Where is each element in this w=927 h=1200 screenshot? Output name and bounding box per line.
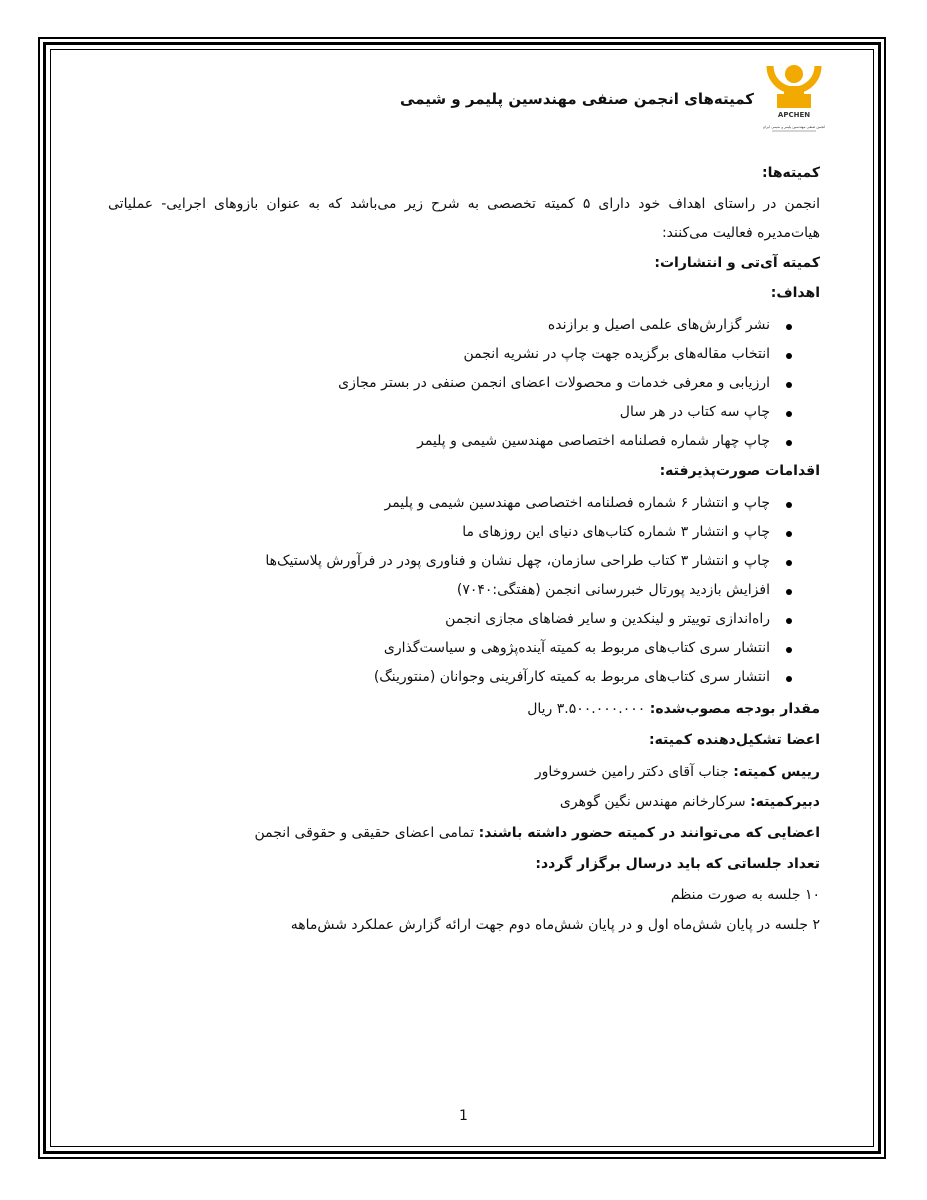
bullet-icon: [786, 531, 792, 537]
list-item: راه‌اندازی توییتر و لینکدین و سایر فضاهای مجازی انجمن: [445, 611, 820, 627]
budget-value: ۳.۵۰۰.۰۰۰.۰۰۰ ریال: [527, 701, 646, 717]
committees-heading: کمیته‌ها:: [761, 165, 820, 181]
logo-label: APCHEN: [777, 111, 811, 119]
bullet-icon: [786, 589, 792, 595]
attendees-value: تمامی اعضای حقیقی و حقوقی انجمن: [254, 825, 475, 841]
secretary-line: [560, 794, 820, 810]
list-item: چاپ و انتشار ۳ کتاب طراحی سازمان، چهل نشان و فناوری پودر در فرآورش پلاستیک‌ها: [265, 553, 820, 569]
bullet-icon: [786, 411, 792, 417]
chair-label: رییس کمیته:: [733, 764, 820, 780]
meetings-item: ۱۰ جلسه به صورت منظم: [670, 887, 820, 903]
meetings-heading: تعداد جلساتی که باید درسال برگزار گردد:: [535, 856, 820, 872]
bullet-icon: [786, 618, 792, 624]
list-item: چاپ چهار شماره فصلنامه اختصاصی مهندسین شیمی و پلیمر: [417, 433, 820, 449]
attendees-line: [255, 825, 820, 841]
document-header: [102, 58, 826, 142]
bullet-icon: [786, 440, 792, 446]
budget-label: مقدار بودجه مصوب‌شده:: [649, 701, 820, 717]
list-item: انتخاب مقاله‌های برگزیده جهت چاپ در نشریه انجمن: [464, 346, 821, 362]
bullet-icon: [786, 502, 792, 508]
list-item: چاپ و انتشار ۳ شماره کتاب‌های دنیای این روزهای ما: [462, 524, 820, 540]
logo-caption: انجمن صنفی مهندسین پلیمر و شیمی ایران: [762, 125, 826, 129]
members-heading: اعضا تشکیل‌دهنده کمیته:: [648, 732, 820, 748]
committees-intro: انجمن در راستای اهداف خود دارای ۵ کمیته تخصصی به شرح زیر می‌باشد که به عنوان بازوهای اجرایی- عملیاتی هیات‌مدیره فعالیت می‌کنند:: [108, 196, 820, 241]
list-item: چاپ و انتشار ۶ شماره فصلنامه اختصاصی مهندسین شیمی و پلیمر: [384, 495, 820, 511]
document-title: کمیته‌های انجمن صنفی مهندسین پلیمر و شیمی: [399, 90, 754, 108]
actions-heading: اقدامات صورت‌پذیرفته:: [659, 463, 820, 479]
bullet-icon: [786, 324, 792, 330]
budget-line: [527, 701, 820, 717]
chair-value: جناب آقای دکتر رامین خسروخاور: [534, 764, 729, 780]
bullet-icon: [786, 676, 792, 682]
bullet-icon: [786, 382, 792, 388]
list-item: انتشار سری کتاب‌های مربوط به کمیته کارآفرینی وجوانان (منتورینگ): [374, 669, 820, 685]
list-item: ارزیابی و معرفی خدمات و محصولات اعضای انجمن صنفی در بستر مجازی: [338, 375, 820, 391]
list-item: چاپ سه کتاب در هر سال: [620, 404, 820, 420]
list-item: انتشار سری کتاب‌های مربوط به کمیته آینده‌پژوهی و سیاست‌گذاری: [384, 640, 820, 656]
page-number: 1: [459, 1108, 468, 1124]
it-committee-heading: کمیته آی‌تی و انتشارات:: [654, 255, 820, 271]
bullet-icon: [786, 353, 792, 359]
chair-line: [535, 764, 820, 780]
list-item: افزایش بازدید پورتال خبررسانی انجمن (هفتگی:۷۰۴۰): [457, 582, 820, 598]
bullet-icon: [786, 560, 792, 566]
list-item: نشر گزارش‌های علمی اصیل و برازنده: [548, 317, 820, 333]
attendees-label: اعضایی که می‌توانند در کمیته حضور داشته باشند:: [478, 825, 820, 841]
goals-heading: اهداف:: [770, 285, 820, 301]
secretary-value: سرکارخانم مهندس نگین گوهری: [559, 794, 746, 810]
meetings-item: ۲ جلسه در پایان شش‌ماه اول و در پایان شش‌ماه دوم جهت ارائه گزارش عملکرد شش‌ماهه: [290, 917, 820, 933]
bullet-icon: [786, 647, 792, 653]
secretary-label: دبیرکمیته:: [750, 794, 820, 810]
apchen-logo: [762, 58, 826, 142]
